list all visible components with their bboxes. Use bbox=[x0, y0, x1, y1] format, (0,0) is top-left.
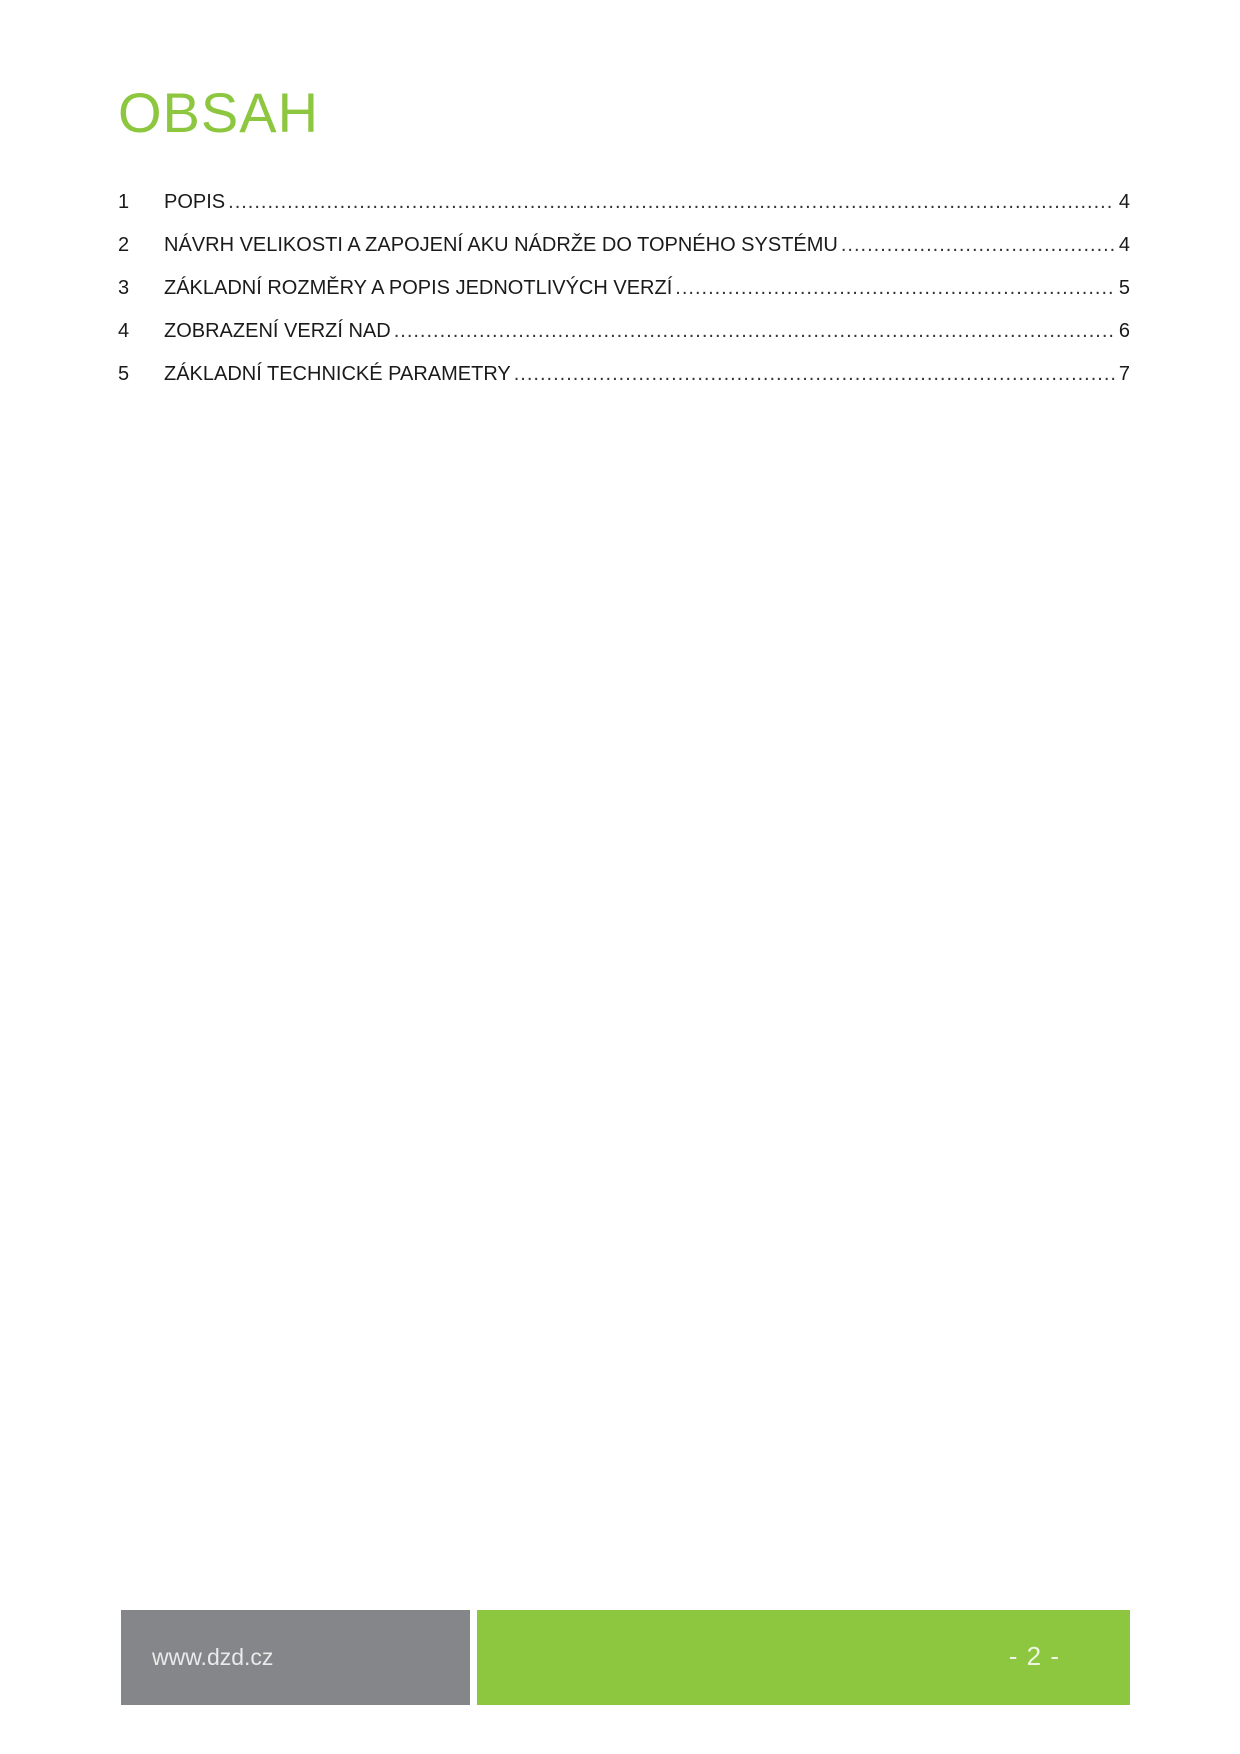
footer-url-panel bbox=[121, 1610, 470, 1705]
page-footer bbox=[121, 1610, 1130, 1705]
toc-dot-leader bbox=[514, 360, 1115, 388]
toc-dot-leader bbox=[675, 274, 1115, 302]
toc-entry[interactable] bbox=[118, 274, 1130, 317]
table-of-contents bbox=[118, 188, 1130, 403]
toc-entry-label: ZOBRAZENÍ VERZÍ NAD bbox=[164, 320, 391, 342]
toc-entry-label: ZÁKLADNÍ TECHNICKÉ PARAMETRY bbox=[164, 363, 511, 385]
toc-entry-page: 6 bbox=[1118, 320, 1130, 342]
toc-entry[interactable] bbox=[118, 317, 1130, 360]
toc-entry-number: 4 bbox=[118, 320, 130, 342]
toc-entry-label: POPIS bbox=[164, 191, 226, 213]
footer-page-number: - 2 - bbox=[1008, 1641, 1060, 1671]
toc-entry-label: NÁVRH VELIKOSTI A ZAPOJENÍ AKU NÁDRŽE DO TOPNÉHO SYSTÉMU bbox=[164, 234, 838, 256]
toc-entry[interactable] bbox=[118, 231, 1130, 274]
toc-entry-number: 5 bbox=[118, 363, 130, 385]
toc-entry-number: 1 bbox=[118, 191, 130, 213]
toc-entry-number: 2 bbox=[118, 234, 130, 256]
toc-entry-number: 3 bbox=[118, 277, 130, 299]
page-title: OBSAH bbox=[118, 81, 320, 144]
toc-dot-leader bbox=[841, 231, 1115, 259]
toc-entry-page: 4 bbox=[1118, 191, 1130, 213]
toc-entry-page: 5 bbox=[1118, 277, 1130, 299]
toc-dot-leader bbox=[228, 188, 1115, 216]
footer-page-panel bbox=[477, 1610, 1130, 1705]
toc-entry-label: ZÁKLADNÍ ROZMĚRY A POPIS JEDNOTLIVÝCH VERZÍ bbox=[164, 277, 673, 299]
toc-dot-leader bbox=[394, 317, 1115, 345]
footer-website-link[interactable]: www.dzd.cz bbox=[152, 1644, 274, 1670]
toc-entry-page: 7 bbox=[1118, 363, 1130, 385]
toc-entry-page: 4 bbox=[1118, 234, 1130, 256]
toc-entry[interactable] bbox=[118, 360, 1130, 403]
toc-entry[interactable] bbox=[118, 188, 1130, 231]
